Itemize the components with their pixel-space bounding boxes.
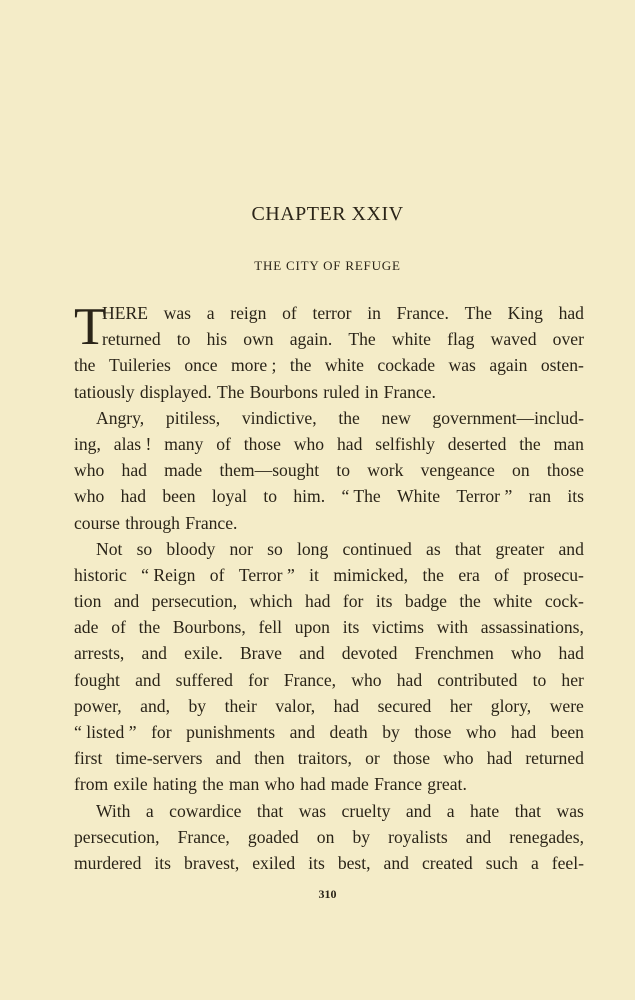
word: the (519, 433, 541, 454)
word: vengeance (420, 460, 495, 481)
word: ran (528, 486, 552, 507)
word: glory, (490, 695, 532, 716)
word: so (267, 538, 283, 559)
word: loyal (211, 486, 248, 507)
text-line (74, 850, 584, 876)
text-line (74, 352, 584, 378)
word: greater (495, 538, 545, 559)
text-line (74, 326, 584, 352)
word: who (351, 669, 382, 690)
word: who (264, 774, 295, 795)
word: alas ! (113, 433, 152, 454)
word: white (391, 329, 431, 350)
word: by (382, 722, 400, 742)
word: and, (140, 695, 170, 716)
word: Angry, (96, 407, 145, 428)
word: exile. (184, 643, 223, 664)
word: their (224, 695, 257, 716)
word: Terror ” (238, 564, 295, 585)
word: reign (230, 303, 267, 323)
text-line (74, 798, 584, 824)
word: badge (404, 591, 447, 612)
word: the (138, 617, 161, 638)
word: power, (74, 695, 122, 716)
word: for (248, 669, 269, 690)
word: of (209, 564, 225, 585)
word: persecution, (151, 591, 238, 612)
word: “ The (341, 486, 381, 507)
word: who (511, 643, 542, 664)
word: goaded (247, 826, 299, 847)
word: “ Reign (141, 564, 196, 585)
word: to (176, 329, 191, 350)
word: and (135, 669, 161, 690)
word: selfishly (375, 433, 435, 454)
word: bloody (166, 538, 216, 559)
word: nor (229, 538, 253, 559)
word: so (136, 538, 153, 559)
word: best, (337, 852, 371, 873)
word: and (215, 748, 242, 769)
text-line (74, 536, 584, 562)
word: many (164, 433, 204, 454)
word: traitors, (297, 748, 352, 769)
word: hating (152, 774, 197, 795)
word: course (74, 512, 120, 533)
text-line (74, 745, 584, 771)
word: over (552, 329, 584, 350)
word: the (422, 564, 444, 585)
word: exile (113, 774, 148, 795)
chapter-heading: CHAPTER XXIV (251, 203, 404, 225)
word: valor, (275, 695, 316, 716)
word: The (348, 329, 376, 350)
word: and (289, 722, 316, 742)
word: was (298, 800, 327, 821)
word: to (532, 669, 547, 690)
word: on (512, 460, 530, 481)
word: fought (74, 669, 120, 690)
word: made (164, 460, 203, 481)
word: With (96, 800, 131, 821)
word: contributed (437, 669, 518, 690)
word: such (485, 852, 518, 873)
word: Not (96, 538, 123, 559)
word: suffered (175, 669, 233, 690)
word: its (154, 852, 172, 873)
word: those (546, 460, 584, 481)
word: of (282, 303, 297, 323)
word: her (561, 669, 584, 690)
word: white (493, 591, 533, 612)
word: renegades, (509, 826, 584, 847)
word: or (365, 748, 380, 769)
chapter-title: THE CITY OF REFUGE (254, 258, 401, 273)
text-line (74, 640, 584, 666)
word: terror (312, 303, 352, 323)
word: and (465, 826, 492, 847)
word: had (510, 722, 537, 742)
word: France. (185, 512, 238, 533)
word: in (364, 381, 379, 402)
word: with (436, 617, 469, 638)
word: vindictive, (241, 407, 317, 428)
text-line (74, 405, 584, 431)
word: its (308, 852, 325, 873)
word: returned (102, 329, 161, 350)
word: a (530, 852, 539, 873)
word: and (558, 538, 584, 559)
word: government—includ- (432, 407, 584, 428)
word: time-servers (115, 748, 203, 769)
text-line (74, 588, 584, 614)
word: who (74, 460, 105, 481)
word: secured (377, 695, 432, 716)
word: The (464, 303, 492, 323)
word: white (324, 355, 364, 376)
word: it (309, 564, 319, 585)
word: The (216, 381, 245, 402)
text-line (74, 719, 584, 745)
word: HERE (102, 303, 148, 323)
word: had (333, 695, 360, 716)
word: Bourbons (249, 381, 319, 402)
word: deserted (447, 433, 507, 454)
word: historic (74, 564, 127, 585)
word: tion (74, 591, 102, 612)
word: who (443, 748, 474, 769)
word: hate (469, 800, 500, 821)
body-text (74, 300, 584, 876)
word: fell (258, 617, 282, 638)
word: the (289, 355, 312, 376)
word: of (494, 564, 509, 585)
word: once (184, 355, 218, 376)
word: feel- (551, 852, 584, 873)
word: arrests, (74, 643, 125, 664)
text-line (74, 431, 584, 457)
word: had (300, 774, 326, 795)
word: by (188, 695, 207, 716)
word: era (458, 564, 480, 585)
word: bravest, (184, 852, 240, 873)
word: White (397, 486, 441, 507)
word: flag (447, 329, 475, 350)
word: and (383, 852, 409, 873)
word: the (459, 591, 481, 612)
word: had (120, 486, 147, 507)
text-line (74, 379, 584, 405)
word: France (374, 774, 423, 795)
word: of (216, 433, 231, 454)
word: created (421, 852, 473, 873)
word: its (567, 486, 584, 507)
word: great. (427, 774, 467, 795)
word: which (249, 591, 293, 612)
word: the (338, 407, 360, 428)
word: the (202, 774, 224, 795)
word: returned (525, 748, 584, 769)
word: had (396, 669, 423, 690)
word: those (414, 722, 452, 742)
word: for (342, 591, 364, 612)
word: cock- (544, 591, 584, 612)
word: had (558, 643, 584, 664)
word: man (553, 433, 584, 454)
word: and (113, 591, 140, 612)
word: by (352, 826, 371, 847)
word: cruelty (341, 800, 391, 821)
word: a (206, 303, 215, 323)
word: Terror ” (456, 486, 513, 507)
word: and (141, 643, 167, 664)
text-line (74, 824, 584, 850)
word: more ; (231, 355, 277, 376)
word: France, (177, 826, 230, 847)
word: persecution, (74, 826, 160, 847)
word: ruled (323, 381, 360, 402)
word: was (448, 355, 476, 376)
word: the (74, 355, 96, 376)
word: victims (372, 617, 424, 638)
word: that (514, 800, 542, 821)
word: was (163, 303, 192, 323)
word: was (556, 800, 584, 821)
word: punishments (186, 722, 276, 742)
word: Tuileries (108, 355, 171, 376)
word: Brave (239, 643, 282, 664)
text-line (74, 614, 584, 640)
word: were (549, 695, 584, 716)
word: exiled (252, 852, 296, 873)
word: had (336, 433, 363, 454)
word: long (296, 538, 329, 559)
word: to (263, 486, 278, 507)
word: had (305, 591, 331, 612)
word: man (228, 774, 260, 795)
word: mimicked, (333, 564, 409, 585)
word: continued (342, 538, 412, 559)
word: France. (396, 303, 449, 323)
word: and (299, 643, 325, 664)
word: cowardice (169, 800, 242, 821)
word: ing, (74, 433, 101, 454)
word: that (256, 800, 284, 821)
word: and (405, 800, 432, 821)
word: made (330, 774, 369, 795)
word: royalists (388, 826, 448, 847)
page-number: 310 (318, 887, 337, 901)
word: France. (383, 381, 436, 402)
text-line (74, 483, 584, 509)
word: prosecu- (523, 564, 584, 585)
word: a (145, 800, 154, 821)
word: had (486, 748, 513, 769)
word: Bourbons, (172, 617, 246, 638)
word: its (375, 591, 393, 612)
word: then (254, 748, 285, 769)
word: cockade (377, 355, 436, 376)
word: to (336, 460, 351, 481)
word: her (449, 695, 473, 716)
word: been (162, 486, 196, 507)
word: from (74, 774, 109, 795)
text-line (74, 300, 584, 326)
word: first (74, 748, 103, 769)
word: again (489, 355, 528, 376)
word: new (381, 407, 411, 428)
word: those (243, 433, 281, 454)
word: that (454, 538, 482, 559)
word: pitiless, (165, 407, 221, 428)
word: who (74, 486, 105, 507)
text-line (74, 457, 584, 483)
word: France, (283, 669, 337, 690)
word: been (550, 722, 584, 742)
text-line (74, 693, 584, 719)
word: Frenchmen (414, 643, 494, 664)
word: who (293, 433, 325, 454)
word: waved (490, 329, 537, 350)
word: in (367, 303, 381, 323)
word: a (446, 800, 455, 821)
word: who (465, 722, 497, 742)
word: ade (74, 617, 99, 638)
word: murdered (74, 852, 142, 873)
word: had (121, 460, 147, 481)
drop-cap: T (74, 298, 107, 356)
word: tatiously (74, 381, 135, 402)
word: “ listed ” (74, 722, 137, 742)
word: them—sought (219, 460, 320, 481)
word: of (111, 617, 126, 638)
word: King (507, 303, 543, 323)
word: its (342, 617, 360, 638)
word: through (125, 512, 180, 533)
word: osten- (540, 355, 584, 376)
word: death (329, 722, 368, 742)
word: upon (294, 617, 330, 638)
word: his (206, 329, 228, 350)
word: on (316, 826, 335, 847)
word: work (367, 460, 404, 481)
word: devoted (341, 643, 398, 664)
text-line (74, 771, 584, 797)
word: own (243, 329, 274, 350)
text-line (74, 667, 584, 693)
word: for (151, 722, 172, 742)
word: him. (293, 486, 326, 507)
text-line (74, 562, 584, 588)
word: again. (289, 329, 333, 350)
text-line (74, 510, 584, 536)
word: those (392, 748, 431, 769)
word: as (426, 538, 441, 559)
word: assassinations, (480, 617, 584, 638)
word: displayed. (139, 381, 212, 402)
word: had (558, 303, 584, 323)
